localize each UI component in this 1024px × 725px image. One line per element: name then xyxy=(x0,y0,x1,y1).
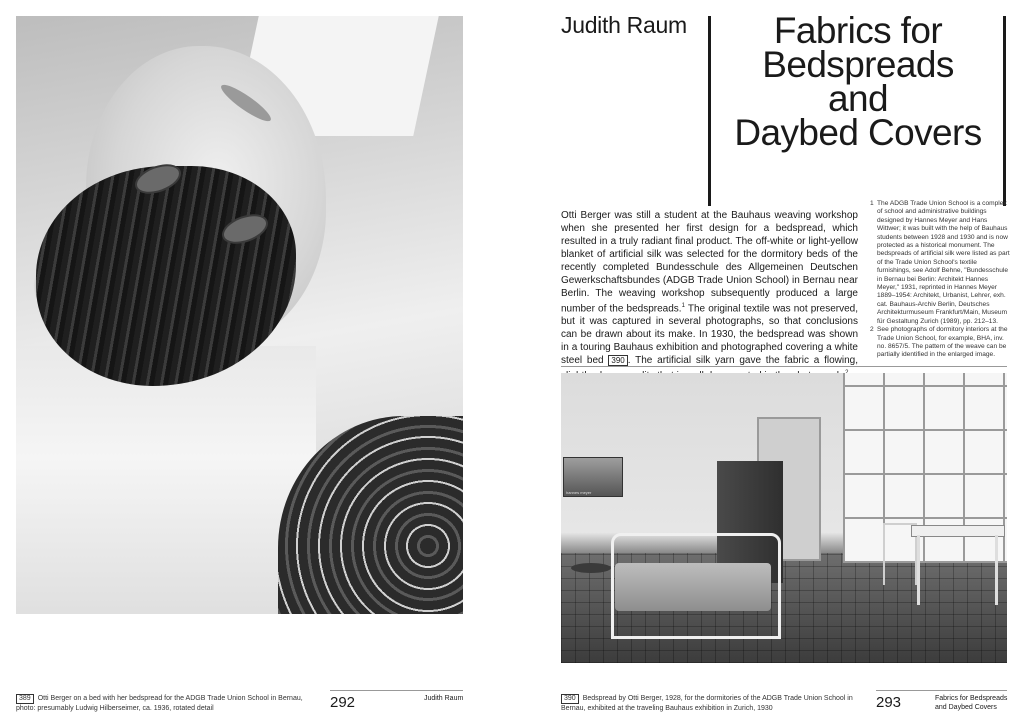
table-leg xyxy=(917,535,920,605)
body-text-part: . The artificial silk yarn gave the fabric a flowing, xyxy=(627,355,858,367)
footnote-text: See photographs of dormitory interiors at the Trade Union School, for example, BHA, inv. no. 8657/5. The pattern of the weave can be partially identified in the enlarged image. xyxy=(877,326,1008,359)
footnote-number: 1 xyxy=(870,200,874,207)
title-bar-right xyxy=(1003,16,1006,206)
portrait-photo xyxy=(16,16,463,614)
figure-reference[interactable]: 390 xyxy=(608,355,627,366)
footnotes xyxy=(870,200,1010,360)
body-paragraph xyxy=(561,209,858,383)
figure-number: 389 xyxy=(16,694,34,704)
body-text-part: The original textile was not preserved, but it was captured in several photographs, so that conclusions can be drawn about its make. In 1930, the bedspread was shown in a touring Bauhaus exhibition and photographed covering a white steel bed xyxy=(561,303,858,367)
title-line: Daybed Covers xyxy=(734,112,982,153)
chapter-title xyxy=(716,10,1000,153)
blanket xyxy=(16,346,316,614)
page-number-right: 293 xyxy=(876,694,902,711)
caption-text: Otti Berger on a bed with her bedspread for the ADGB Trade Union School in Bernau, photo: presumably Ludwig Hilberseimer, ca. 1936, rotated detail xyxy=(16,695,303,712)
page-number-left: 292 xyxy=(330,694,356,711)
figure-number: 390 xyxy=(561,694,579,704)
footnote-ref[interactable]: 1 xyxy=(681,303,685,309)
footnote-number: 2 xyxy=(870,326,874,334)
running-head-right: Fabrics for Bedspreads and Daybed Covers xyxy=(935,695,1008,711)
footnote xyxy=(870,200,1010,326)
wall-picture-inscription: hannes meyer xyxy=(566,490,592,495)
table-leg xyxy=(995,535,998,605)
left-caption xyxy=(16,694,306,713)
title-line: Bedspreads xyxy=(762,44,954,85)
footer-rule xyxy=(876,690,1007,691)
right-caption xyxy=(561,694,861,713)
section-rule xyxy=(561,366,1007,367)
footnote-text: The ADGB Trade Union School is a complex of school and administrative buildings designed by Hannes Meyer and Hans Wittwer; it was built with the help of Bauhaus students between 1928 and 1930 and is now protected as a historical monument. The bedspreads of artificial silk were listed as part of the Trade Union School's textile furnishings, see Adolf Behne, "Bundesschule in Bernau bei Berlin: Architekt Hannes Meyer," 1931, reprinted in Hannes Meyer 1889–1954: Architekt, Urbanist, Lehrer, exh. cat. Bauhaus-Archiv Berlin, Deutsches Architekturmuseum Frankfurt/Main, Museum für Gestaltung Zurich (1989), pp. 212–13. xyxy=(877,200,1010,325)
running-head-left: Judith Raum xyxy=(424,695,464,702)
footer-rule xyxy=(330,690,463,691)
table xyxy=(911,525,1005,537)
title-line: Fabrics for xyxy=(773,10,943,51)
dormitory-photo xyxy=(561,373,1007,663)
title-line: and xyxy=(828,78,888,119)
author-name: Judith Raum xyxy=(561,12,687,38)
steel-bed-frame xyxy=(611,533,781,639)
body-text-part: Otti Berger was still a student at the Bauhaus weaving workshop when she presented her first design for a bedspread, which resulted in a truly radiant final product. The off-white or light-yellow blanket of artificial silk was selected for the dormitory beds of the recently completed Bundesschule des Allgemeinen Deutschen Gewerkschaftsbundes (ADGB Trade Union School) in Bernau near Berlin. The weaving workshop subsequently produced a large number of the bedspreads. xyxy=(561,210,858,315)
caption-text: Bedspread by Otti Berger, 1928, for the dormitories of the ADGB Trade Union School in Bernau, exhibited at the traveling Bauhaus exhibition in Zurich, 1930 xyxy=(561,695,853,712)
footnote xyxy=(870,326,1010,360)
title-bar-left xyxy=(708,16,711,206)
stool xyxy=(571,563,611,573)
wall-picture xyxy=(563,457,623,497)
